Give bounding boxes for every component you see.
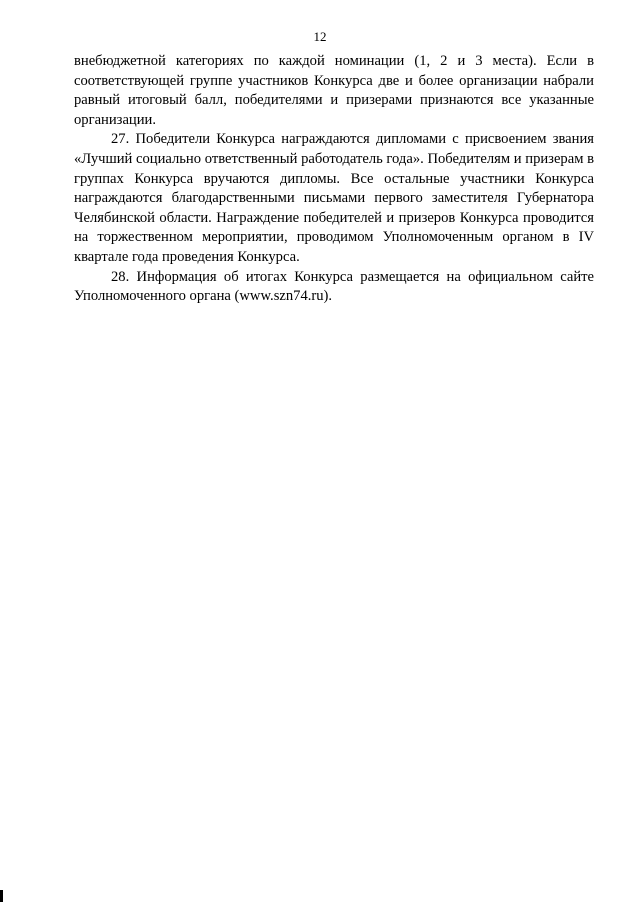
paragraph-continuation: внебюджетной категориях по каждой номинации (1, 2 и 3 места). Если в соответствующей группе участников Конкурса две и более организации набрали равный итоговый балл, победителями и призерами признаются все указанные организации. <box>74 53 594 128</box>
page-number: 12 <box>313 29 327 44</box>
paragraph-item-27: 27. Победители Конкурса награждаются дипломами с присвоением звания «Лучший социально ответственный работодатель года». Победителям и призерам в группах Конкурса вручаются дипломы. Все остальные участники Конкурса награждаются благодарственными письмами первого заместителя Губернатора Челябинской области. Награждение победителей и призеров Конкурса проводится на торжественном мероприятии, проводимом Уполномоченным органом в IV квартале года проведения Конкурса. <box>74 131 594 265</box>
document-body <box>74 52 594 307</box>
paragraph-item-28: 28. Информация об итогах Конкурса размещается на официальном сайте Уполномоченного органа (www.szn74.ru). <box>74 268 594 305</box>
scan-edge-mark <box>0 890 3 902</box>
